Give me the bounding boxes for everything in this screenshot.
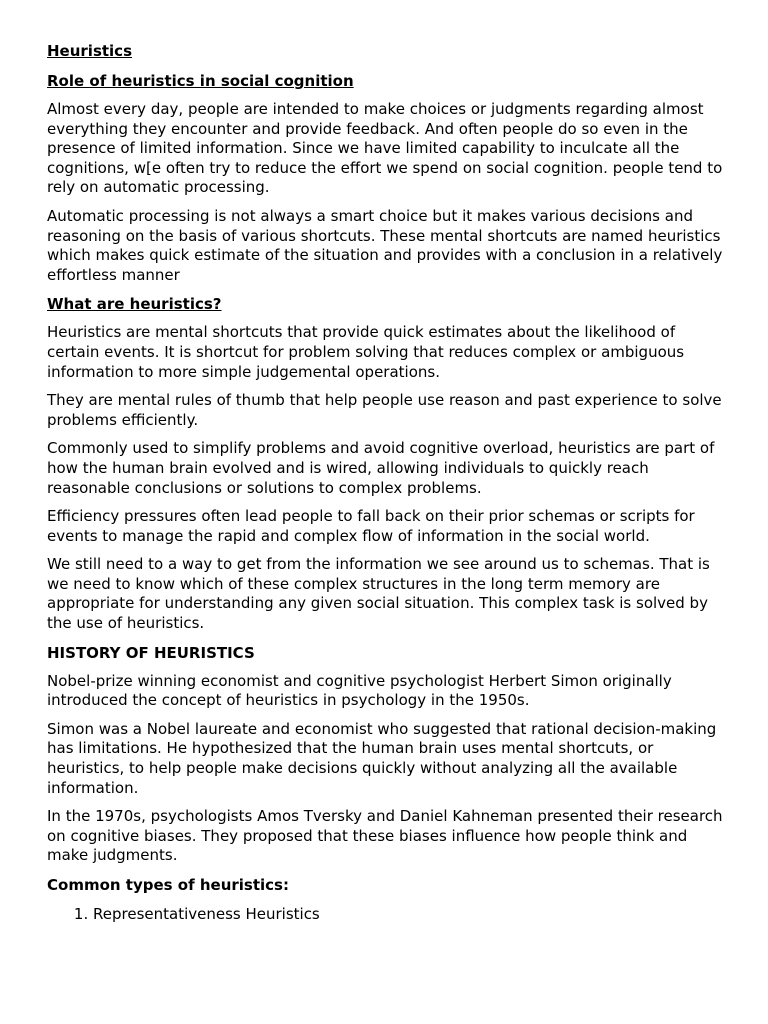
paragraph-2: Automatic processing is not always a smart choice but it makes various decisions and reasoning on the basis of various shortcuts. These mental shortcuts are named heuristics which makes quick estimate of the situation and provides with a conclusion in a relatively effortless manner bbox=[47, 206, 723, 284]
paragraph-7: We still need to a way to get from the information we see around us to schemas. That is we need to know which of these complex structures in the long term memory are appropriate for understanding any given social situation. This complex task is solved by the use of heuristics. bbox=[47, 555, 710, 633]
paragraph-4: They are mental rules of thumb that help people use reason and past experience to solve problems efficiently. bbox=[47, 391, 722, 429]
paragraph-9: Simon was a Nobel laureate and economist who suggested that rational decision-making has limitations. He hypothesized that the human brain uses mental shortcuts, or heuristics, to help people make decisions quickly without analyzing all the available information. bbox=[47, 719, 717, 797]
paragraph-10: In the 1970s, psychologists Amos Tversky and Daniel Kahneman presented their research on cognitive biases. They proposed that these biases influence how people think and make judgments. bbox=[47, 807, 723, 865]
paragraph-3: Heuristics are mental shortcuts that provide quick estimates about the likelihood of certain events. It is shortcut for problem solving that reduces complex or ambiguous information to more simple judgemental operations. bbox=[47, 323, 685, 381]
section-heading-types: Common types of heuristics: bbox=[47, 876, 289, 894]
document-title: Heuristics bbox=[47, 42, 133, 60]
section-heading-role: Role of heuristics in social cognition bbox=[47, 72, 354, 90]
paragraph-5: Commonly used to simplify problems and avoid cognitive overload, heuristics are part of how the human brain evolved and is wired, allowing individuals to quickly reach reasonable conclusions or solutions to complex problems. bbox=[47, 439, 715, 497]
paragraph-1: Almost every day, people are intended to make choices or judgments regarding almost everything they encounter and provide feedback. And often people do so even in the presence of limited information. Since we have limited capability to inculcate all the cognitions, w[e often try to reduce the effort we spend on social cognition. people tend to rely on automatic processing. bbox=[47, 100, 723, 197]
list-item: 1. Representativeness Heuristics bbox=[93, 904, 728, 924]
paragraph-8: Nobel-prize winning economist and cognitive psychologist Herbert Simon originally introduced the concept of heuristics in psychology in the 1950s. bbox=[47, 671, 672, 710]
section-heading-history: HISTORY OF HEURISTICS bbox=[47, 643, 255, 662]
heuristics-list bbox=[47, 904, 728, 924]
paragraph-6: Efficiency pressures often lead people to fall back on their prior schemas or scripts for events to manage the rapid and complex flow of information in the social world. bbox=[47, 507, 695, 545]
section-heading-what: What are heuristics? bbox=[47, 295, 222, 314]
